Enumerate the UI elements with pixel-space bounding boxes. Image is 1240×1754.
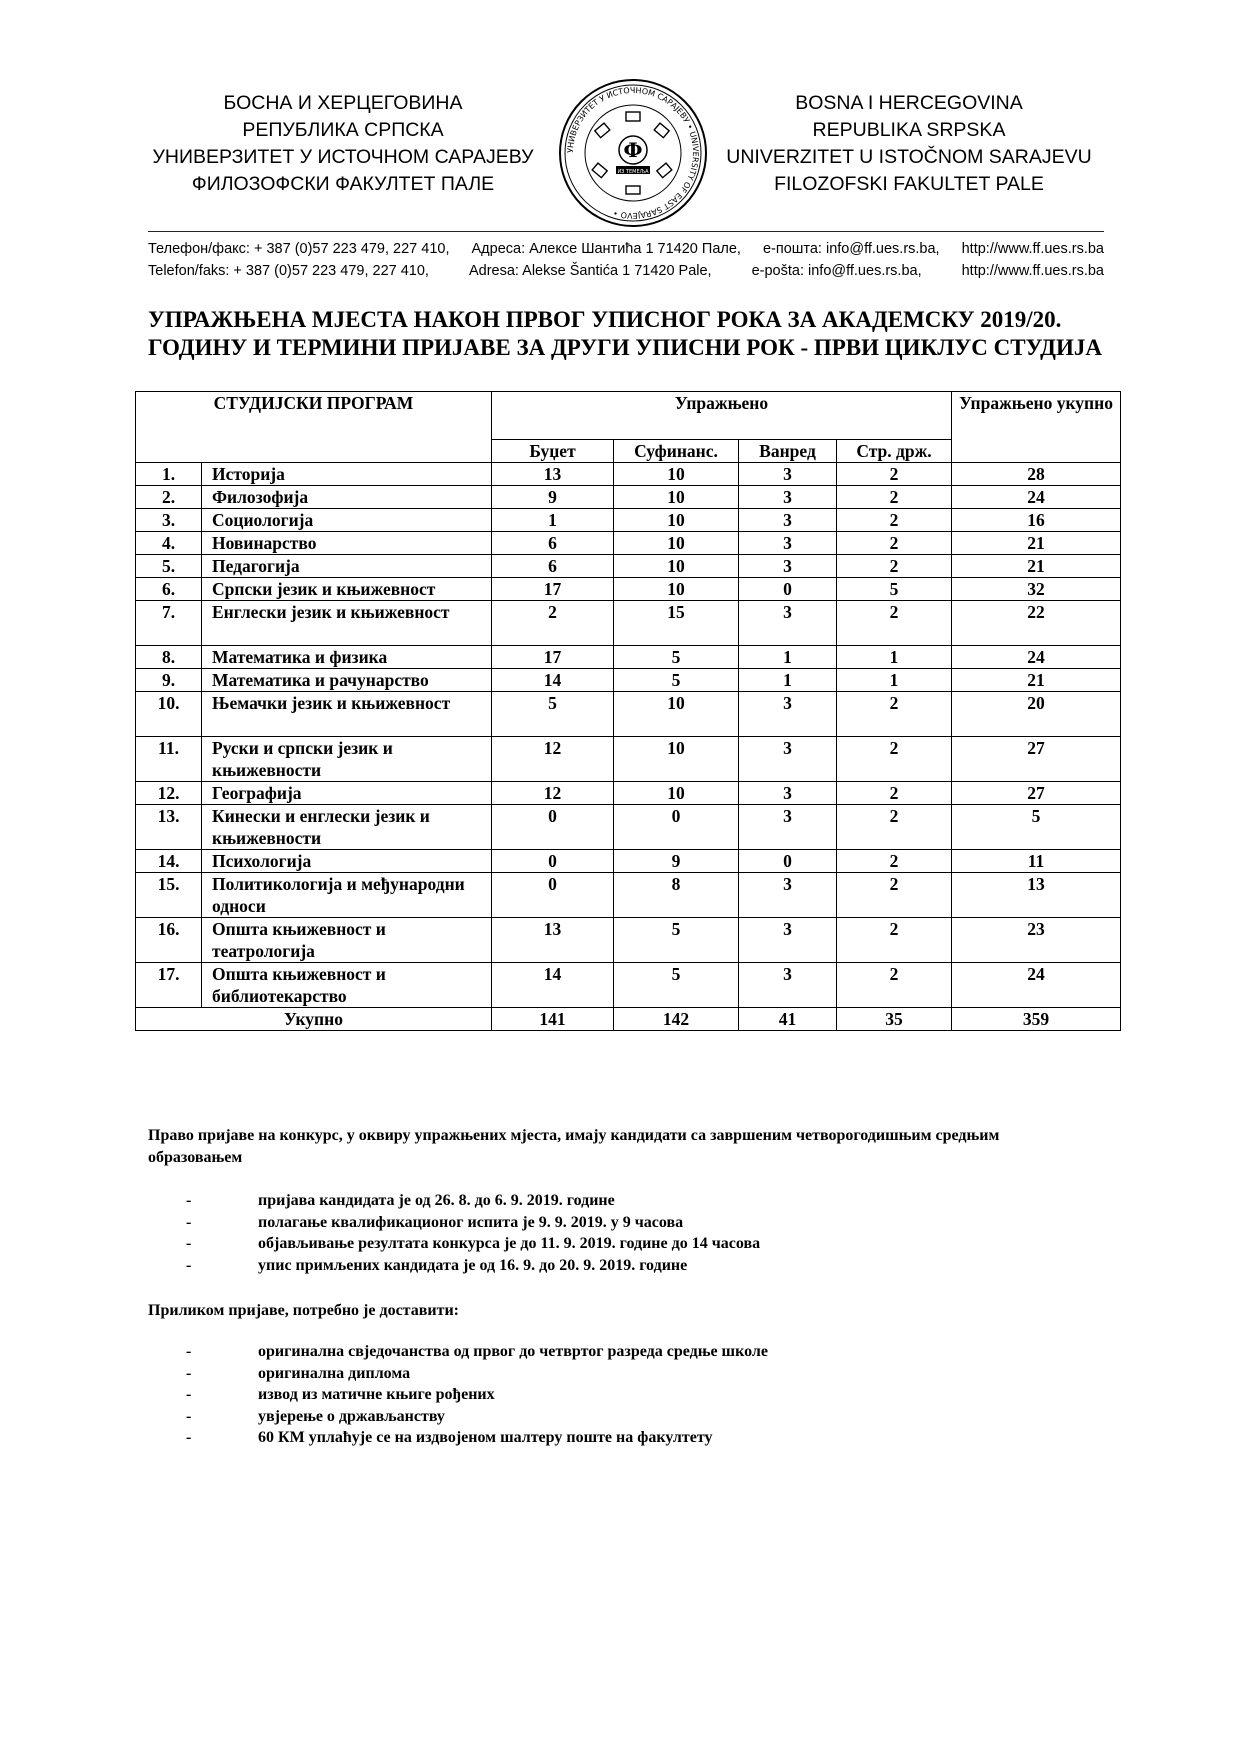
row-part-time: 3 xyxy=(739,805,837,850)
bullet-dash: - xyxy=(186,1343,192,1360)
row-cofinanced: 5 xyxy=(614,963,739,1008)
letterhead-cyrillic xyxy=(148,90,538,198)
header-total: Упражњено укупно xyxy=(952,392,1121,463)
table-row xyxy=(136,805,1121,850)
row-foreign: 1 xyxy=(837,669,952,692)
row-part-time: 0 xyxy=(739,578,837,601)
contact-website[interactable]: http://www.ff.ues.rs.ba xyxy=(961,263,1104,279)
row-part-time: 1 xyxy=(739,646,837,669)
row-foreign: 2 xyxy=(837,918,952,963)
table-row xyxy=(136,509,1121,532)
row-program: Општа књижевност и театрологија xyxy=(202,918,492,963)
deadline-item-text: пријава кандидата је од 26. 8. до 6. 9. 2019. године xyxy=(258,1192,615,1209)
deadline-item xyxy=(148,1212,1088,1234)
row-budget: 0 xyxy=(492,873,614,918)
row-number: 6. xyxy=(136,578,202,601)
row-number: 3. xyxy=(136,509,202,532)
row-cofinanced: 10 xyxy=(614,463,739,486)
contact-block xyxy=(148,238,1104,282)
contact-address: Адреса: Алексе Шантића 1 71420 Пале, xyxy=(471,241,741,257)
contact-row-latin xyxy=(148,260,1104,282)
row-part-time: 3 xyxy=(739,486,837,509)
seal-outer-text: УНИВЕРЗИТЕТ У ИСТОЧНОМ САРАЈЕВУ • UNIVERSITY OF EAST SARAJEVO • xyxy=(565,85,701,221)
letterhead-line: ФИЛОЗОФСКИ ФАКУЛТЕТ ПАЛЕ xyxy=(191,173,495,195)
bullet-dash: - xyxy=(186,1429,192,1446)
row-number: 10. xyxy=(136,692,202,737)
row-foreign: 2 xyxy=(837,486,952,509)
header-part-time: Ванред xyxy=(739,440,837,463)
totals-row xyxy=(136,1008,1121,1031)
row-cofinanced: 10 xyxy=(614,692,739,737)
document-item xyxy=(148,1341,1088,1363)
row-number: 1. xyxy=(136,463,202,486)
letterhead-line: REPUBLIKA SRPSKA xyxy=(812,119,1006,141)
row-program: Новинарство xyxy=(202,532,492,555)
row-part-time: 3 xyxy=(739,463,837,486)
header-foreign: Стр. држ. xyxy=(837,440,952,463)
table-row xyxy=(136,669,1121,692)
deadline-item xyxy=(148,1255,1088,1277)
row-budget: 17 xyxy=(492,578,614,601)
table-row xyxy=(136,486,1121,509)
contact-website[interactable]: http://www.ff.ues.rs.ba xyxy=(961,241,1104,257)
document-item xyxy=(148,1406,1088,1428)
totals-budget: 141 xyxy=(492,1008,614,1031)
deadlines-list xyxy=(148,1190,1088,1276)
document-item xyxy=(148,1363,1088,1385)
contact-row-cyrillic xyxy=(148,238,1104,260)
row-part-time: 3 xyxy=(739,782,837,805)
row-part-time: 3 xyxy=(739,963,837,1008)
table-row xyxy=(136,601,1121,646)
table-row xyxy=(136,850,1121,873)
row-total: 28 xyxy=(952,463,1121,486)
row-total: 21 xyxy=(952,669,1121,692)
row-budget: 0 xyxy=(492,805,614,850)
row-foreign: 5 xyxy=(837,578,952,601)
header-cofinanced: Суфинанс. xyxy=(614,440,739,463)
document-item xyxy=(148,1427,1088,1449)
table-row xyxy=(136,963,1121,1008)
contact-email[interactable]: e-pošta: info@ff.ues.rs.ba, xyxy=(751,263,922,279)
totals-label: Укупно xyxy=(136,1008,492,1031)
row-budget: 1 xyxy=(492,509,614,532)
row-cofinanced: 10 xyxy=(614,578,739,601)
row-total: 23 xyxy=(952,918,1121,963)
row-budget: 13 xyxy=(492,463,614,486)
row-total: 21 xyxy=(952,532,1121,555)
contact-email[interactable]: е-пошта: info@ff.ues.rs.ba, xyxy=(762,241,940,257)
row-program: Руски и српски језик и књижевности xyxy=(202,737,492,782)
row-cofinanced: 5 xyxy=(614,669,739,692)
row-total: 24 xyxy=(952,646,1121,669)
document-item-text: извод из матичне књиге рођених xyxy=(258,1386,495,1403)
required-documents-list xyxy=(148,1341,1088,1449)
row-program: Педагогија xyxy=(202,555,492,578)
row-number: 7. xyxy=(136,601,202,646)
row-program: Енглески језик и књижевност xyxy=(202,601,492,646)
table-row xyxy=(136,737,1121,782)
row-foreign: 2 xyxy=(837,737,952,782)
deadline-item-text: објављивање резултата конкурса је до 11. 9. 2019. године до 14 часова xyxy=(258,1235,761,1252)
row-part-time: 1 xyxy=(739,669,837,692)
deadline-item-text: полагање квалификационог испита је 9. 9. 2019. у 9 часова xyxy=(258,1213,684,1231)
vacancies-table xyxy=(135,391,1121,1031)
totals-total: 359 xyxy=(952,1008,1121,1031)
row-program: Математика и рачунарство xyxy=(202,669,492,692)
row-program: Њемачки језик и књижевност xyxy=(202,692,492,737)
bullet-dash: - xyxy=(186,1364,192,1382)
row-number: 8. xyxy=(136,646,202,669)
row-number: 15. xyxy=(136,873,202,918)
letterhead-line: УНИВЕРЗИТЕТ У ИСТОЧНОМ САРАЈЕВУ xyxy=(152,146,534,168)
row-budget: 14 xyxy=(492,963,614,1008)
header-budget: Буџет xyxy=(492,440,614,463)
row-total: 11 xyxy=(952,850,1121,873)
row-program: Српски језик и књижевност xyxy=(202,578,492,601)
header-divider xyxy=(148,231,1104,232)
row-number: 12. xyxy=(136,782,202,805)
row-budget: 6 xyxy=(492,555,614,578)
table-row xyxy=(136,532,1121,555)
row-part-time: 3 xyxy=(739,737,837,782)
row-number: 17. xyxy=(136,963,202,1008)
row-total: 22 xyxy=(952,601,1121,646)
row-program: Општа књижевност и библиотекарство xyxy=(202,963,492,1008)
row-number: 14. xyxy=(136,850,202,873)
row-foreign: 2 xyxy=(837,873,952,918)
row-total: 27 xyxy=(952,737,1121,782)
row-part-time: 3 xyxy=(739,601,837,646)
contact-phone: Телефон/факс: + 387 (0)57 223 479, 227 410, xyxy=(148,241,450,257)
row-cofinanced: 10 xyxy=(614,782,739,805)
documents-intro: Приликом пријаве, потребно је доставити: xyxy=(148,1302,459,1319)
table-row xyxy=(136,692,1121,737)
row-program: Географија xyxy=(202,782,492,805)
row-program: Историја xyxy=(202,463,492,486)
deadline-item xyxy=(148,1233,1088,1255)
row-budget: 17 xyxy=(492,646,614,669)
row-total: 13 xyxy=(952,873,1121,918)
bullet-dash: - xyxy=(186,1386,192,1403)
row-budget: 14 xyxy=(492,669,614,692)
row-cofinanced: 0 xyxy=(614,805,739,850)
table-row xyxy=(136,918,1121,963)
row-foreign: 2 xyxy=(837,509,952,532)
letterhead-line: UNIVERZITET U ISTOČNOM SARAJEVU xyxy=(726,146,1092,168)
row-budget: 2 xyxy=(492,601,614,646)
letterhead-line: БОСНА И ХЕРЦЕГОВИНА xyxy=(223,92,463,114)
row-budget: 5 xyxy=(492,692,614,737)
row-program: Политикологија и међународни односи xyxy=(202,873,492,918)
faculty-seal-icon xyxy=(558,78,708,228)
row-total: 21 xyxy=(952,555,1121,578)
bullet-dash: - xyxy=(186,1213,192,1231)
row-program: Математика и физика xyxy=(202,646,492,669)
row-total: 24 xyxy=(952,486,1121,509)
row-total: 5 xyxy=(952,805,1121,850)
row-foreign: 2 xyxy=(837,782,952,805)
row-number: 16. xyxy=(136,918,202,963)
contact-phone: Telefon/faks: + 387 (0)57 223 479, 227 410, xyxy=(148,263,429,279)
table-row xyxy=(136,646,1121,669)
table-row xyxy=(136,555,1121,578)
totals-cofinanced: 142 xyxy=(614,1008,739,1031)
row-foreign: 2 xyxy=(837,601,952,646)
row-cofinanced: 5 xyxy=(614,918,739,963)
bullet-dash: - xyxy=(186,1256,192,1274)
row-number: 13. xyxy=(136,805,202,850)
document-title: УПРАЖЊЕНА МЈЕСТА НАКОН ПРВОГ УПИСНОГ РОКА ЗА АКАДЕМСКУ 2019/20. ГОДИНУ И ТЕРМИНИ ПРИЈАВЕ ЗА ДРУГИ УПИСНИ РОК - ПРВИ ЦИКЛУС СТУДИЈА xyxy=(148,307,1102,360)
table-row xyxy=(136,873,1121,918)
row-cofinanced: 15 xyxy=(614,601,739,646)
row-part-time: 3 xyxy=(739,918,837,963)
letterhead-line: BOSNA I HERCEGOVINA xyxy=(795,92,1023,114)
row-foreign: 1 xyxy=(837,646,952,669)
row-total: 27 xyxy=(952,782,1121,805)
row-foreign: 2 xyxy=(837,850,952,873)
row-part-time: 3 xyxy=(739,873,837,918)
row-part-time: 3 xyxy=(739,555,837,578)
totals-part-time: 41 xyxy=(739,1008,837,1031)
row-foreign: 2 xyxy=(837,532,952,555)
row-cofinanced: 8 xyxy=(614,873,739,918)
deadline-item xyxy=(148,1190,1088,1212)
row-cofinanced: 10 xyxy=(614,486,739,509)
table-row xyxy=(136,578,1121,601)
row-number: 4. xyxy=(136,532,202,555)
row-total: 16 xyxy=(952,509,1121,532)
row-program: Филозофија xyxy=(202,486,492,509)
row-part-time: 3 xyxy=(739,532,837,555)
svg-text:Ф: Ф xyxy=(623,138,643,162)
row-number: 2. xyxy=(136,486,202,509)
row-cofinanced: 10 xyxy=(614,509,739,532)
totals-foreign: 35 xyxy=(837,1008,952,1031)
letterhead-line: FILOZOFSKI FAKULTET PALE xyxy=(774,173,1044,195)
row-part-time: 3 xyxy=(739,509,837,532)
bullet-dash: - xyxy=(186,1407,192,1425)
bullet-dash: - xyxy=(186,1192,192,1209)
header-vacated: Упражњено xyxy=(492,392,952,440)
row-number: 5. xyxy=(136,555,202,578)
row-program: Кинески и енглески језик и књижевности xyxy=(202,805,492,850)
row-number: 9. xyxy=(136,669,202,692)
svg-text:ИЗ ТЕМЕЉА: ИЗ ТЕМЕЉА xyxy=(617,169,649,175)
row-part-time: 0 xyxy=(739,850,837,873)
row-budget: 13 xyxy=(492,918,614,963)
row-foreign: 2 xyxy=(837,963,952,1008)
row-foreign: 2 xyxy=(837,463,952,486)
row-budget: 6 xyxy=(492,532,614,555)
row-program: Психологија xyxy=(202,850,492,873)
row-part-time: 3 xyxy=(739,692,837,737)
bullet-dash: - xyxy=(186,1235,192,1252)
row-total: 20 xyxy=(952,692,1121,737)
row-budget: 12 xyxy=(492,782,614,805)
document-item xyxy=(148,1384,1088,1406)
row-budget: 9 xyxy=(492,486,614,509)
letterhead-line: РЕПУБЛИКА СРПСКА xyxy=(242,119,444,141)
row-budget: 12 xyxy=(492,737,614,782)
row-cofinanced: 10 xyxy=(614,737,739,782)
table-row xyxy=(136,782,1121,805)
row-foreign: 2 xyxy=(837,692,952,737)
table-body xyxy=(136,463,1121,1008)
row-budget: 0 xyxy=(492,850,614,873)
row-foreign: 2 xyxy=(837,555,952,578)
row-cofinanced: 10 xyxy=(614,555,739,578)
row-number: 11. xyxy=(136,737,202,782)
document-item-text: увјерење о држављанству xyxy=(258,1407,445,1425)
header-program: СТУДИЈСКИ ПРОГРАМ xyxy=(136,392,492,463)
deadline-item-text: упис примљених кандидата је од 16. 9. до 20. 9. 2019. године xyxy=(258,1256,688,1274)
letterhead xyxy=(148,78,1104,234)
row-cofinanced: 9 xyxy=(614,850,739,873)
table-row xyxy=(136,463,1121,486)
row-total: 32 xyxy=(952,578,1121,601)
document-item-text: оригинална диплома xyxy=(258,1364,411,1382)
document-item-text: оригинална свједочанства од првог до четвртог разреда средње школе xyxy=(258,1343,768,1360)
letterhead-latin xyxy=(714,90,1104,198)
contact-address: Adresa: Alekse Šantića 1 71420 Pale, xyxy=(468,263,712,279)
row-cofinanced: 10 xyxy=(614,532,739,555)
row-total: 24 xyxy=(952,963,1121,1008)
document-item-text: 60 КМ уплаћује се на издвојеном шалтеру поште на факултету xyxy=(258,1429,713,1446)
row-program: Социологија xyxy=(202,509,492,532)
eligibility-note: Право пријаве на конкурс, у оквиру упражњених мјеста, имају кандидати са завршеним четворогодишњим средњим образовањем xyxy=(148,1127,1000,1166)
row-foreign: 2 xyxy=(837,805,952,850)
row-cofinanced: 5 xyxy=(614,646,739,669)
